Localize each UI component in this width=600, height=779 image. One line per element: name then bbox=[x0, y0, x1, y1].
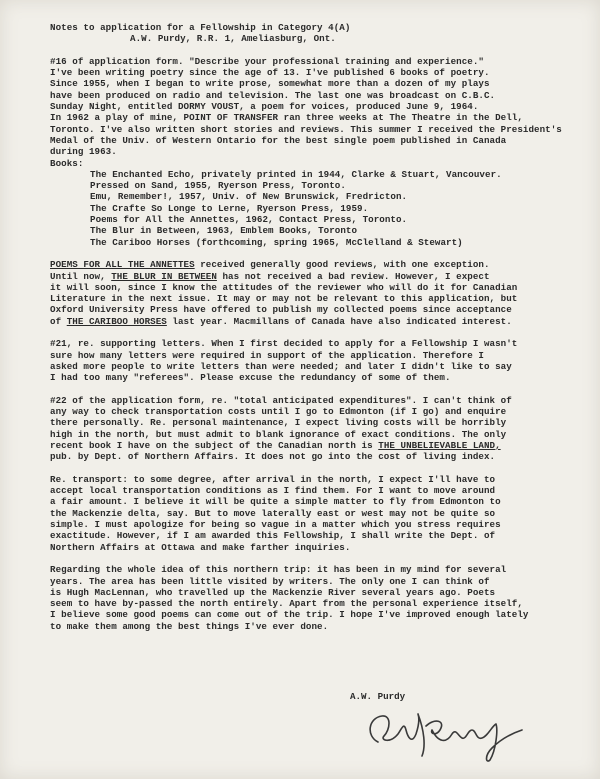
text-line: years. The area has been little visited by writers. The only one I can think of bbox=[50, 575, 490, 587]
text-line: In 1962 a play of mine, POINT OF TRANSFER ran three weeks at The Theatre in the Dell, bbox=[50, 112, 523, 124]
text-line: is Hugh MacLennan, who travelled up the Mackenzie River several years ago. Poets bbox=[50, 586, 496, 598]
document-title: Notes to application for a Fellowship in Category 4(A) bbox=[50, 22, 351, 33]
text-line: Sunday Night, entitled DORMY VOUST, a poem for voices, produced June 9, 1964. bbox=[50, 101, 479, 113]
typed-name: A.W. Purdy bbox=[350, 691, 406, 702]
text-line: Literature in the next issue. It may or may not be relevant to this application, but bbox=[50, 293, 518, 305]
text-line bbox=[50, 440, 595, 451]
book-item: Poems for All the Annettes, 1962, Contact Press, Toronto. bbox=[90, 214, 408, 226]
book-title: THE BLUR IN BETWEEN bbox=[111, 270, 217, 282]
text-line: high in the north, but must admit to blank ignorance of exact conditions. The only bbox=[50, 428, 507, 440]
text-line: accept local transportation conditions as I find them. For I want to move around bbox=[50, 485, 496, 497]
book-item: The Crafte So Longe to Lerne, Ryerson Press, 1959. bbox=[90, 202, 369, 214]
text-line: I believe some good poems can come out of the trip. I hope I've improved enough lately bbox=[50, 609, 529, 621]
text-line: simple. I must apologize for being so vague in a matter which you stress requires bbox=[50, 519, 501, 531]
text-run: last year. Macmillans of Canada have also indicated interest. bbox=[166, 315, 512, 327]
text-line bbox=[50, 259, 595, 270]
book-item: The Blur in Between, 1963, Emblem Books, Toronto bbox=[90, 225, 358, 237]
book-title: THE UNBELIEVABLE LAND, bbox=[378, 439, 501, 451]
text-line: sure how many letters were required in support of the application. Therefore I bbox=[50, 349, 484, 361]
text-line: I've been writing poetry since the age of 13. I've published 6 books of poetry. bbox=[50, 67, 490, 79]
author-address: A.W. Purdy, R.R. 1, Ameliasburg, Ont. bbox=[130, 33, 336, 45]
books-list bbox=[50, 169, 595, 248]
paragraph-reviews bbox=[50, 259, 595, 327]
text-line bbox=[50, 271, 595, 282]
text-line: to make them among the best things I've ever done. bbox=[50, 620, 329, 632]
book-title: THE CARIBOO HORSES bbox=[66, 315, 167, 327]
text-run: received generally good reviews, with one exception. bbox=[194, 259, 490, 271]
paragraph-21 bbox=[50, 338, 595, 383]
text-line: there personally. Re. personal maintenance, I expect living costs will be horribly bbox=[50, 417, 507, 429]
handwritten-signature bbox=[360, 700, 540, 765]
paragraph-16 bbox=[50, 56, 595, 169]
text-line: seem to have by-passed the north entirely. Apart from the personal experience itself, bbox=[50, 598, 523, 610]
text-line: pub. by Dept. of Northern Affairs. It does not go into the cost of living index. bbox=[50, 451, 496, 463]
text-line: any way to check transportation costs until I go to Edmonton (if I go) and enquire bbox=[50, 406, 507, 418]
text-run: Until now, bbox=[50, 270, 112, 282]
text-line: the Mackenzie delta, say. But to move laterally east or west may not be quite so bbox=[50, 507, 496, 519]
paragraph-22 bbox=[50, 395, 595, 463]
text-line: #22 of the application form, re. "total anticipated expenditures". I can't think of bbox=[50, 394, 512, 406]
text-run: of bbox=[50, 315, 67, 327]
paragraph-trip bbox=[50, 564, 595, 632]
paragraph-transport bbox=[50, 474, 595, 553]
text-line: it will soon, since I know the attitudes of the reviewer who will do it for Canadian bbox=[50, 281, 518, 293]
book-item: Pressed on Sand, 1955, Ryerson Press, Toronto. bbox=[90, 180, 346, 192]
letter-body bbox=[50, 22, 595, 632]
text-line: #16 of application form. "Describe your professional training and experience." bbox=[50, 55, 484, 67]
text-line: Toronto. I've also written short stories and reviews. This summer I received the President's bbox=[50, 123, 562, 135]
book-item: Emu, Remember!, 1957, Univ. of New Brunswick, Fredricton. bbox=[90, 191, 408, 203]
text-run: has not received a bad review. However, I expect bbox=[216, 270, 490, 282]
text-line bbox=[50, 316, 595, 327]
books-heading: Books: bbox=[50, 157, 84, 169]
text-line: a fair amount. I believe it will be quite a simple matter to fly from Edmonton to bbox=[50, 496, 501, 508]
text-line: Medal of the Univ. of Western Ontario for the best single poem published in Canada bbox=[50, 134, 507, 146]
text-line: during 1963. bbox=[50, 146, 117, 158]
text-line: asked more people to write letters than were needed; and later I didn't like to say bbox=[50, 360, 512, 372]
text-line: Regarding the whole idea of this northern trip: it has been in my mind for several bbox=[50, 564, 507, 576]
book-title: POEMS FOR ALL THE ANNETTES bbox=[50, 259, 195, 271]
text-line: Since 1955, when I began to write prose, somewhat more than a dozen of my plays bbox=[50, 78, 490, 90]
text-line: Re. transport: to some degree, after arrival in the north, I expect I'll have to bbox=[50, 473, 496, 485]
book-item: The Cariboo Horses (forthcoming, spring 1965, McClelland & Stewart) bbox=[90, 236, 463, 248]
text-line: I had too many "referees". Please excuse the redundancy of some of them. bbox=[50, 372, 451, 384]
text-line: exactitude. However, if I am awarded this Fellowship, I shall write the Dept. of bbox=[50, 530, 496, 542]
text-line: Northern Affairs at Ottawa and make farther inquiries. bbox=[50, 541, 351, 553]
text-line: #21, re. supporting letters. When I first decided to apply for a Fellowship I wasn't bbox=[50, 338, 518, 350]
text-line: Oxford University Press have offered to publish my collected poems since acceptance bbox=[50, 304, 512, 316]
book-item: The Enchanted Echo, privately printed in 1944, Clarke & Stuart, Vancouver. bbox=[90, 168, 502, 180]
text-run: recent book I have on the subject of the Canadian north is bbox=[50, 439, 379, 451]
text-line: have been produced on radio and television. The last one was broadcast on C.B.C. bbox=[50, 89, 496, 101]
